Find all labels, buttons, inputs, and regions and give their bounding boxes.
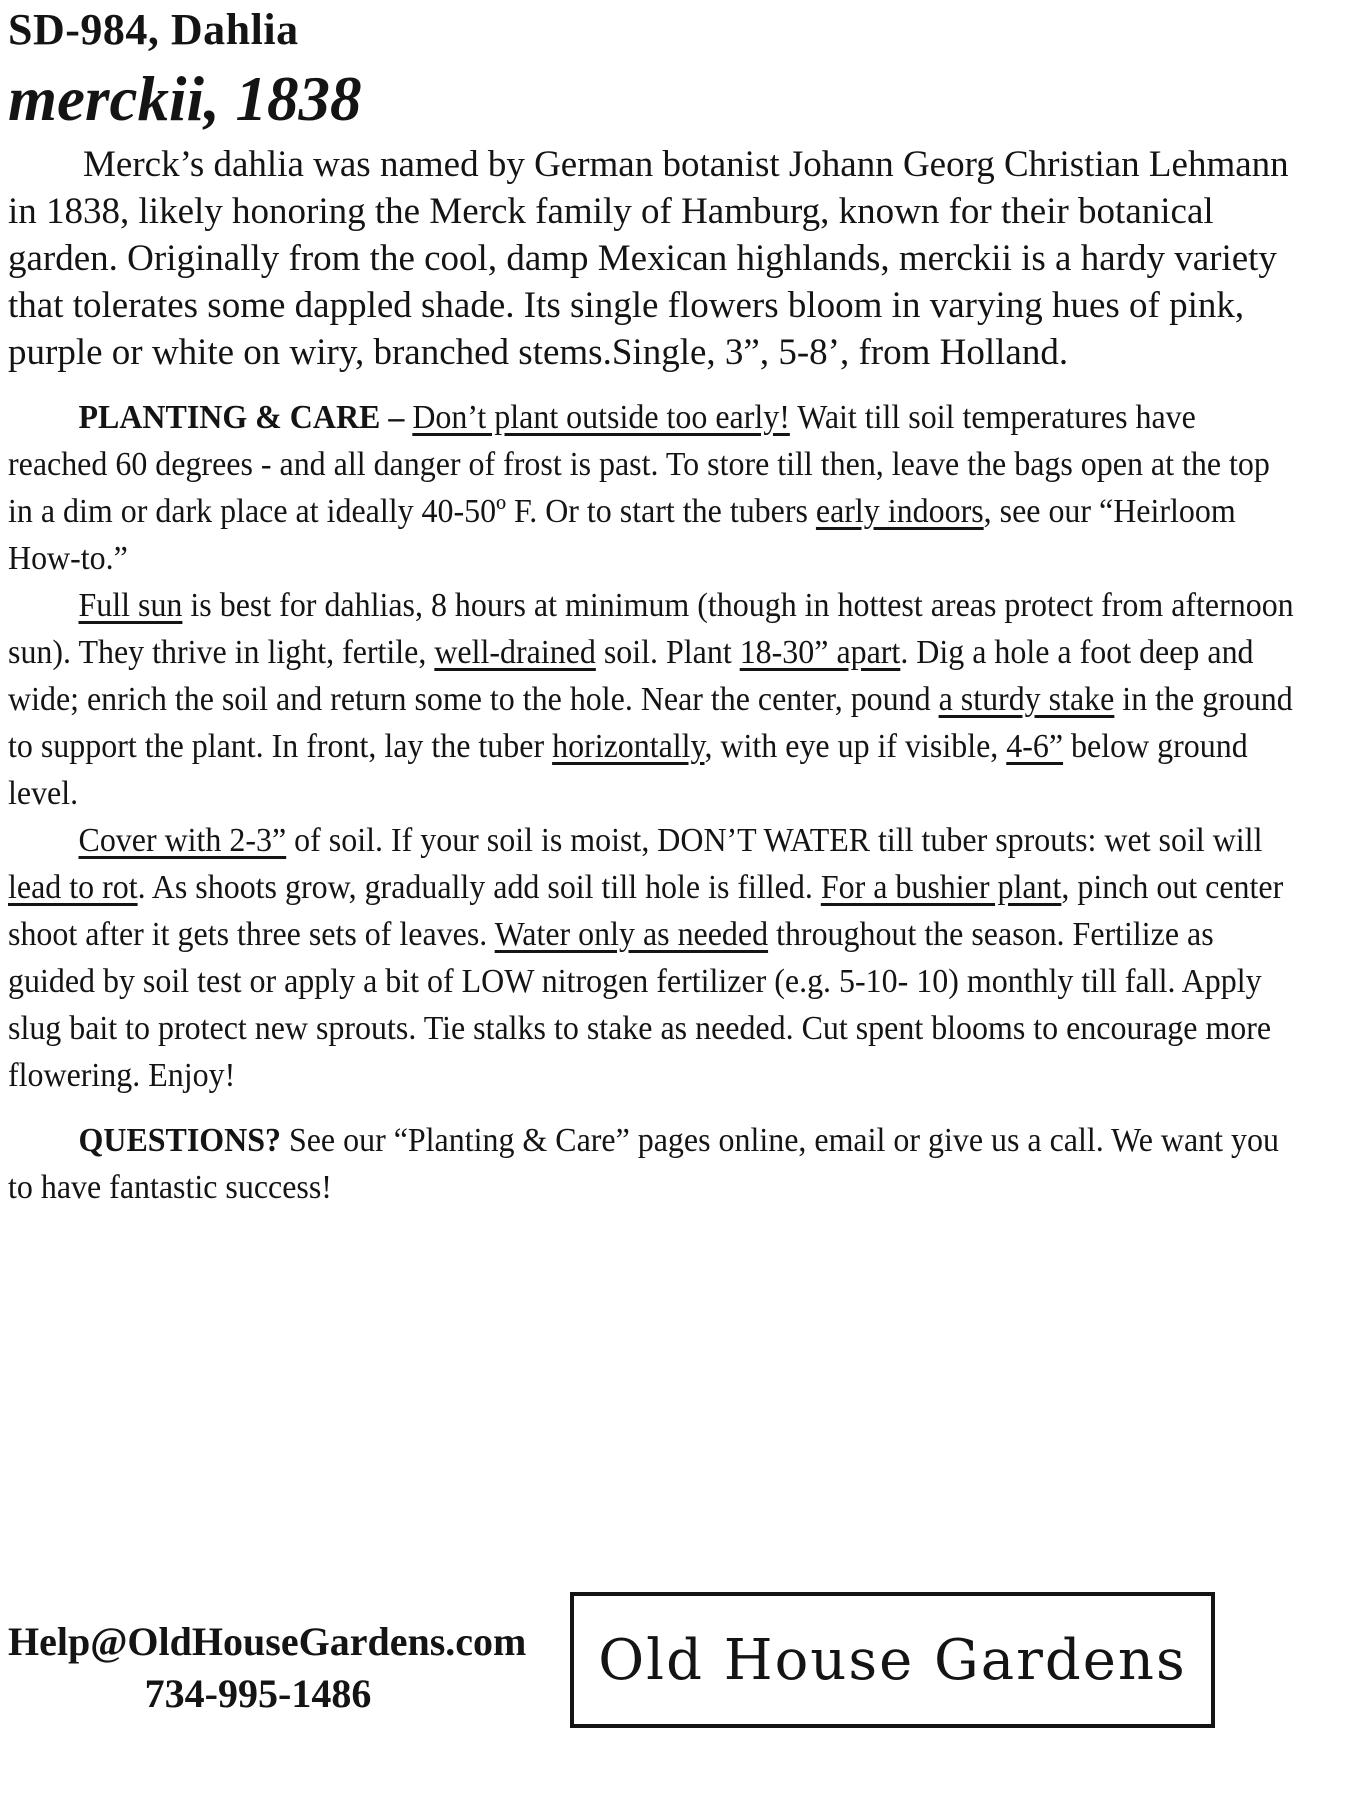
text-segment: PLANTING & CARE – <box>78 398 413 436</box>
text-segment: For a bushier plant <box>820 868 1062 906</box>
variety-title: merckii, 1838 <box>8 63 362 134</box>
text-segment: lead to rot <box>8 868 138 906</box>
text-segment: Cover with 2-3” <box>78 821 287 859</box>
paragraph-intro <box>8 141 1300 376</box>
text-segment: throughout the season. Fertilize as guided by soil test or apply a bit of LOW nitrogen fertilizer (e.g. 5-10- 10) monthly till fall. Apply slug bait to protect new sprouts. Tie stalks to stake as needed. Cut spent blooms to encourage more flowering. Enjoy! <box>8 915 1272 1094</box>
text-segment: . As shoots grow, gradually add soil till hole is filled. <box>137 868 821 906</box>
text-segment: is best for dahlias, 8 hours at minimum (though in hottest areas protect from afternoon sun). They thrive in light, fertile, <box>8 586 1294 671</box>
text-segment: well-drained <box>434 633 596 671</box>
paragraph-questions <box>8 1117 1300 1211</box>
contact-block <box>8 1616 527 1720</box>
catalog-number-heading: SD-984, Dahlia <box>8 5 299 54</box>
paragraph-cover <box>8 817 1300 1099</box>
text-segment: soil. Plant <box>595 633 740 671</box>
logo-box <box>570 1592 1215 1728</box>
text-segment: , pinch out center shoot after it gets three sets of leaves. <box>8 868 1284 953</box>
text-segment: of soil. If your soil is moist, DON’T WATER till tuber sprouts: wet soil will <box>286 821 1263 859</box>
text-segment: in the ground to support the plant. In front, lay the tuber <box>8 680 1293 765</box>
contact-email: Help@OldHouseGardens.com <box>8 1619 527 1664</box>
text-segment: early indoors <box>815 492 984 530</box>
text-segment: Water only as needed <box>494 915 769 953</box>
text-segment: Don’t plant outside too early! <box>412 398 790 436</box>
text-segment: . Dig a hole a foot deep and wide; enrich the soil and return some to the hole. Near the center, pound <box>8 633 1254 718</box>
text-segment: , see our “Heirloom How-to.” <box>8 492 1236 577</box>
text-segment: 4-6” <box>1006 727 1064 765</box>
footer <box>8 1590 1300 1750</box>
text-segment: Full sun <box>78 586 183 624</box>
text-segment: horizontally <box>552 727 705 765</box>
paragraph-full-sun <box>8 582 1300 817</box>
logo-text: Old House Gardens <box>598 1627 1187 1693</box>
text-segment: Wait till soil temperatures have reached 60 degrees - and all danger of frost is past. To store till then, leave the bags open at the top in a dim or dark place at ideally 40-50º F. Or to start the tubers <box>8 398 1270 530</box>
text-segment: , with eye up if visible, <box>704 727 1007 765</box>
document-body <box>8 141 1300 1211</box>
text-segment: QUESTIONS? <box>78 1121 281 1159</box>
text-segment: See our “Planting & Care” pages online, email or give us a call. We want you to have fantastic success! <box>8 1121 1279 1206</box>
text-segment: Merck’s dahlia was named by German botanist Johann Georg Christian Lehmann in 1838, likely honoring the Merck family of Hamburg, known for their botanical garden. Originally from the cool, damp Mexican highlands, merckii is a hardy variety that tolerates some dappled shade. Its single flowers bloom in varying hues of pink, purple or white on wiry, branched stems.Single, 3”, 5-8’, from Holland. <box>8 143 1289 373</box>
text-segment: 18-30” apart <box>739 633 901 671</box>
contact-phone: 734-995-1486 <box>144 1671 372 1716</box>
text-segment: a sturdy stake <box>938 680 1115 718</box>
paragraph-planting-care <box>8 394 1300 582</box>
text-segment: below ground level. <box>8 727 1248 812</box>
